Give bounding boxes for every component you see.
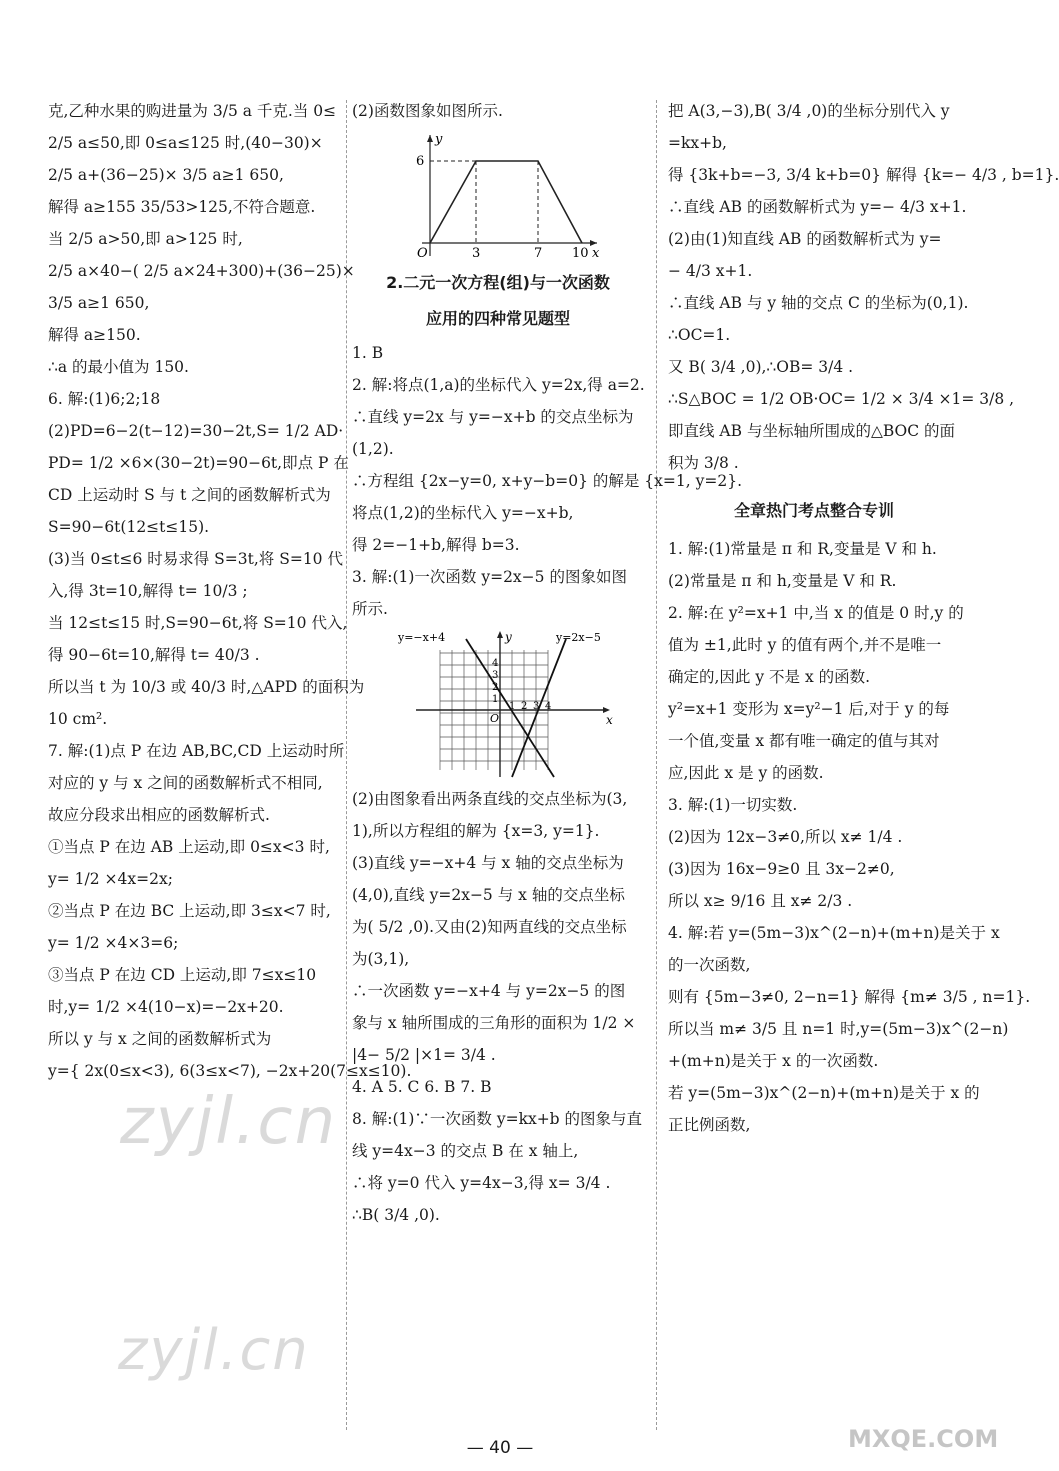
- graph1-ytick: 6: [416, 154, 425, 169]
- answer-line: 所示.: [352, 600, 388, 618]
- graph2-line2-label: y=2x−5: [556, 631, 601, 644]
- answer-line: y²=x+1 变形为 x=y²−1 后,对于 y 的每: [668, 700, 950, 718]
- answer-line: 2. 解:将点(1,a)的坐标代入 y=2x,得 a=2.: [352, 376, 645, 394]
- answer-line: ∴一次函数 y=−x+4 与 y=2x−5 的图: [352, 982, 626, 1000]
- answer-line: (2)因为 12x−3≠0,所以 x≠ 1/4 .: [668, 828, 903, 846]
- graph2-ytick: 2: [492, 682, 499, 693]
- answer-line: 的一次函数,: [668, 956, 751, 974]
- answer-line: 积为 3/8 .: [668, 454, 739, 472]
- graph1-origin: O: [417, 246, 428, 261]
- answer-line: 8. 解:(1)∵一次函数 y=kx+b 的图象与直: [352, 1110, 643, 1128]
- answer-line: ∴直线 AB 的函数解析式为 y=− 4/3 x+1.: [668, 198, 967, 216]
- grid-function-graph: [396, 629, 616, 779]
- answer-line: ②当点 P 在边 BC 上运动,即 3≤x<7 时,: [48, 902, 331, 920]
- answer-line: 解得 a≥150.: [48, 326, 141, 344]
- answer-line: 7. 解:(1)点 P 在边 AB,BC,CD 上运动时所: [48, 742, 345, 760]
- answer-line: (2)由图象看出两条直线的交点坐标为(3,: [352, 790, 628, 808]
- answer-line: 当 2/5 a>50,即 a>125 时,: [48, 230, 243, 248]
- answer-line: 为( 5/2 ,0).又由(2)知两直线的交点坐标: [352, 918, 627, 936]
- answer-line: ∴a 的最小值为 150.: [48, 358, 189, 376]
- answer-line: 得 {3k+b=−3, 3/4 k+b=0} 解得 {k=− 4/3 , b=1}.: [668, 166, 1059, 184]
- answer-line: y= 1/2 ×4×3=6;: [48, 934, 179, 952]
- answer-line: 正比例函数,: [668, 1116, 751, 1134]
- answer-line: (2)常量是 π 和 h,变量是 V 和 R.: [668, 572, 897, 590]
- answers-block-d: [668, 533, 1031, 1141]
- answer-line: 4. A 5. C 6. B 7. B: [352, 1078, 492, 1096]
- graph2-xtick: 2: [521, 701, 528, 712]
- answer-line: CD 上运动时 S 与 t 之间的函数解析式为: [48, 486, 331, 504]
- watermark-text: MXQE.COM: [848, 1425, 999, 1453]
- answer-line: 所以 x≥ 9/16 且 x≠ 2/3 .: [668, 892, 853, 910]
- answer-line: 所以当 m≠ 3/5 且 n=1 时,y=(5m−3)x^(2−n): [668, 1020, 1009, 1038]
- graph2-xtick: 3: [533, 701, 540, 712]
- answer-line: 10 cm².: [48, 710, 108, 728]
- answer-line: =kx+b,: [668, 134, 727, 152]
- graph1-xlabel: x: [592, 246, 600, 261]
- answer-line: ∴直线 AB 与 y 轴的交点 C 的坐标为(0,1).: [668, 294, 969, 312]
- answer-line: 把 A(3,−3),B( 3/4 ,0)的坐标分别代入 y: [668, 102, 950, 120]
- section-title: 2.二元一次方程(组)与一次函数: [386, 273, 610, 292]
- answer-line: y= 1/2 ×4x=2x;: [48, 870, 173, 888]
- answer-line: 1. B: [352, 344, 384, 362]
- column-right: [668, 95, 1059, 1141]
- answer-line: 一个值,变量 x 都有唯一确定的值与其对: [668, 732, 940, 750]
- answer-line: 得 90−6t=10,解得 t= 40/3 .: [48, 646, 260, 664]
- answer-line: (3)直线 y=−x+4 与 x 轴的交点坐标为: [352, 854, 624, 872]
- answer-line: 6. 解:(1)6;2;18: [48, 390, 161, 408]
- answer-line: 应,因此 x 是 y 的函数.: [668, 764, 824, 782]
- graph2-origin: O: [490, 712, 500, 725]
- answer-line: 对应的 y 与 x 之间的函数解析式不相同,: [48, 774, 323, 792]
- answer-line: 2/5 a≤50,即 0≤a≤125 时,(40−30)×: [48, 134, 323, 152]
- answer-line: (3)当 0≤t≤6 时易求得 S=3t,将 S=10 代: [48, 550, 343, 568]
- column-divider-2: [656, 100, 657, 1430]
- answer-line: 所以当 t 为 10/3 或 40/3 时,△APD 的面积为: [48, 678, 365, 696]
- graph2-xlabel: x: [606, 713, 613, 727]
- answer-line: 1),所以方程组的解为 {x=3, y=1}.: [352, 822, 600, 840]
- section-subtitle: 应用的四种常见题型: [425, 309, 570, 328]
- graph2-xtick: 1: [509, 701, 516, 712]
- column-divider-1: [346, 100, 347, 1430]
- page-number: — 40 —: [466, 1438, 534, 1458]
- answer-line: 将点(1,2)的坐标代入 y=−x+b,: [352, 504, 574, 522]
- answer-line: 象与 x 轴所围成的三角形的面积为 1/2 ×: [352, 1014, 636, 1032]
- answer-line: S=90−6t(12≤t≤15).: [48, 518, 210, 536]
- answer-line: 为(3,1),: [352, 950, 410, 968]
- answer-line: ∴OC=1.: [668, 326, 731, 344]
- answer-line: 当 12≤t≤15 时,S=90−6t,将 S=10 代入,: [48, 614, 348, 632]
- answer-line: 解得 a≥155 35/53>125,不符合题意.: [48, 198, 316, 216]
- answer-line: ∴B( 3/4 ,0).: [352, 1206, 440, 1224]
- answer-line: 3. 解:(1)一次函数 y=2x−5 的图象如图: [352, 568, 627, 586]
- answer-line: 2. 解:在 y²=x+1 中,当 x 的值是 0 时,y 的: [668, 604, 964, 622]
- answer-line: 值为 ±1,此时 y 的值有两个,并不是唯一: [668, 636, 942, 654]
- answer-line: (4,0),直线 y=2x−5 与 x 轴的交点坐标: [352, 886, 625, 904]
- answer-line: 3/5 a≥1 650,: [48, 294, 150, 312]
- graph1-intro: (2)函数图象如图所示.: [352, 102, 503, 120]
- graph1-ylabel: y: [435, 132, 443, 147]
- answers-block-b: [352, 783, 644, 1231]
- answer-line: 确定的,因此 y 不是 x 的函数.: [668, 668, 871, 686]
- answer-line: 若 y=(5m−3)x^(2−n)+(m+n)是关于 x 的: [668, 1084, 980, 1102]
- answer-line: − 4/3 x+1.: [668, 262, 753, 280]
- answer-line: 即直线 AB 与坐标轴所围成的△BOC 的面: [668, 422, 956, 440]
- trapezoid-function-graph: [402, 131, 602, 261]
- answer-line: 3. 解:(1)一切实数.: [668, 796, 798, 814]
- answer-line: (3)因为 16x−9≥0 且 3x−2≠0,: [668, 860, 895, 878]
- answer-line: 则有 {5m−3≠0, 2−n=1} 解得 {m≠ 3/5 , n=1}.: [668, 988, 1031, 1006]
- answer-line: 所以 y 与 x 之间的函数解析式为: [48, 1030, 272, 1048]
- answer-line: ∴直线 y=2x 与 y=−x+b 的交点坐标为: [352, 408, 634, 426]
- graph2-line1-label: y=−x+4: [398, 631, 446, 644]
- answer-line: ∴S△BOC = 1/2 OB·OC= 1/2 × 3/4 ×1= 3/8 ,: [668, 390, 1015, 408]
- graph1-xtick: 10: [572, 246, 589, 261]
- answer-line: ③当点 P 在边 CD 上运动,即 7≤x≤10: [48, 966, 317, 984]
- watermark-text: zyjl.cn: [118, 1318, 310, 1383]
- section-title: 全章热门考点整合专训: [733, 501, 894, 520]
- answer-line: 1. 解:(1)常量是 π 和 R,变量是 V 和 h.: [668, 540, 937, 558]
- answer-line: 4. 解:若 y=(5m−3)x^(2−n)+(m+n)是关于 x: [668, 924, 1000, 942]
- answer-line: 2/5 a×40−( 2/5 a×24+300)+(36−25)×: [48, 262, 355, 280]
- graph2-ytick: 4: [492, 658, 499, 669]
- graph2-ytick: 3: [492, 670, 499, 681]
- answer-line: PD= 1/2 ×6×(30−2t)=90−6t,即点 P 在: [48, 454, 349, 472]
- answer-line: ∴方程组 {2x−y=0, x+y−b=0} 的解是 {x=1, y=2}.: [352, 472, 742, 490]
- answer-line: +(m+n)是关于 x 的一次函数.: [668, 1052, 879, 1070]
- answer-line: ∴将 y=0 代入 y=4x−3,得 x= 3/4 .: [352, 1174, 611, 1192]
- answer-line: (2)PD=6−2(t−12)=30−2t,S= 1/2 AD·: [48, 422, 344, 440]
- answer-line: 故应分段求出相应的函数解析式.: [48, 806, 270, 824]
- answer-line: (2)由(1)知直线 AB 的函数解析式为 y=: [668, 230, 942, 248]
- watermark-text: zyjl.cn: [120, 1085, 338, 1159]
- answer-line: |4− 5/2 |×1= 3/4 .: [352, 1046, 496, 1064]
- graph1-xtick: 3: [472, 246, 481, 261]
- graph2-ytick: 1: [492, 694, 499, 705]
- answers-block-c: [668, 95, 1059, 479]
- answer-line: 克,乙种水果的购进量为 3/5 a 千克.当 0≤: [48, 102, 337, 120]
- answer-line: y={ 2x(0≤x<3), 6(3≤x<7), −2x+20(7≤x≤10).: [48, 1062, 412, 1080]
- answer-line: 又 B( 3/4 ,0),∴OB= 3/4 .: [668, 358, 854, 376]
- answer-line: 线 y=4x−3 的交点 B 在 x 轴上,: [352, 1142, 579, 1160]
- answer-line: ①当点 P 在边 AB 上运动,即 0≤x<3 时,: [48, 838, 330, 856]
- answer-line: (1,2).: [352, 440, 394, 458]
- graph2-xtick: 4: [545, 701, 552, 712]
- answer-line: 得 2=−1+b,解得 b=3.: [352, 536, 520, 554]
- answer-line: 入,得 3t=10,解得 t= 10/3 ;: [48, 582, 248, 600]
- graph1-xtick: 7: [534, 246, 543, 261]
- answer-line: 2/5 a+(36−25)× 3/5 a≥1 650,: [48, 166, 284, 184]
- answer-line: 时,y= 1/2 ×4(10−x)=−2x+20.: [48, 998, 284, 1016]
- graph2-ylabel: y: [505, 630, 512, 644]
